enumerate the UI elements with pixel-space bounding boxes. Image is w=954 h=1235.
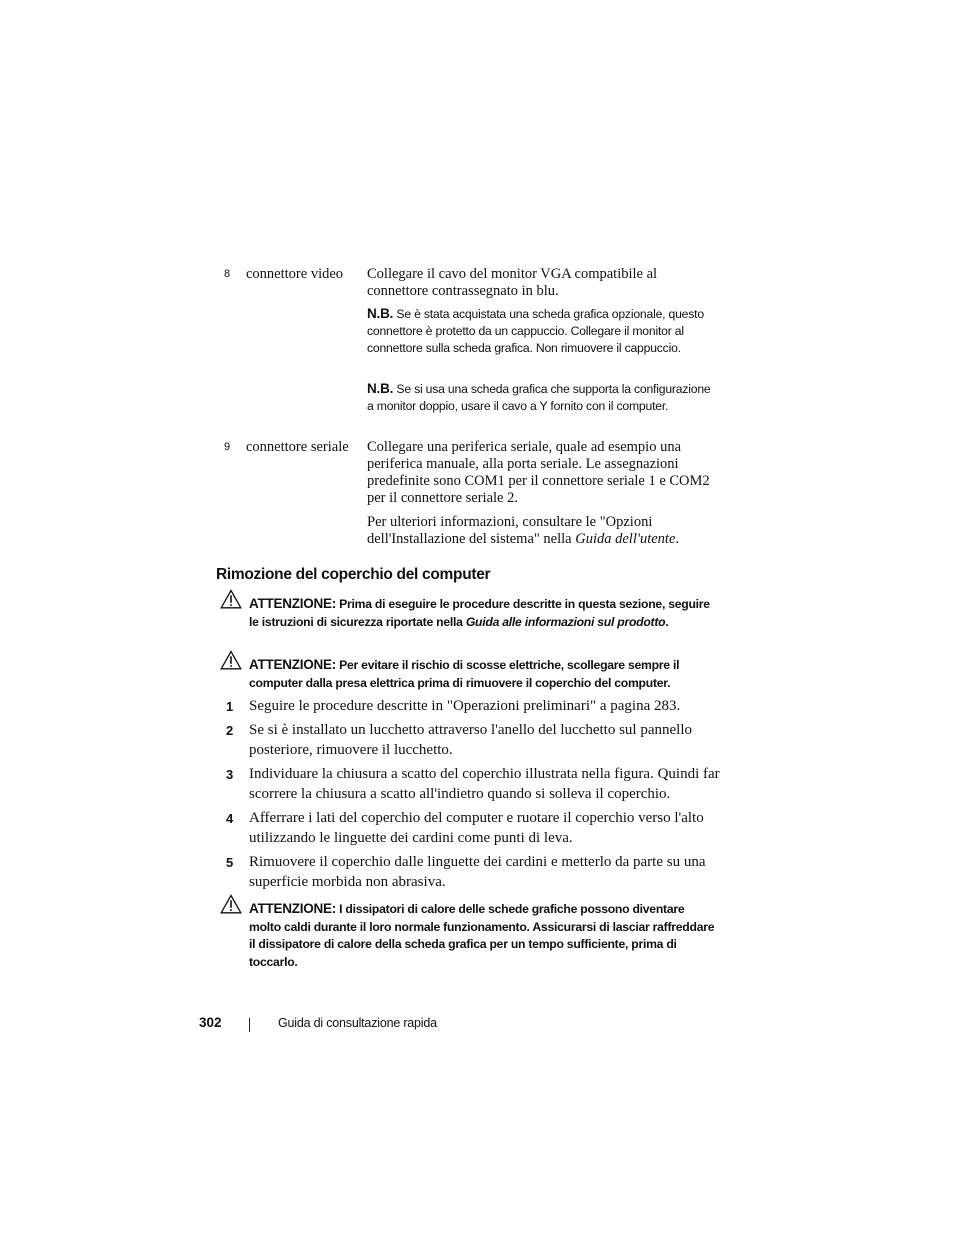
row-8-number: 8 <box>224 268 231 280</box>
step-text: Se si è installato un lucchetto attraverso l'anello del lucchetto sul pannello posteriore, rimuovere il lucchetto. <box>249 722 692 758</box>
step-number: 2 <box>226 723 234 738</box>
warning-label: ATTENZIONE: <box>249 596 336 611</box>
note-2 <box>367 380 719 415</box>
warning-triangle-icon <box>220 894 242 914</box>
warning-label: ATTENZIONE: <box>249 657 336 672</box>
step-text: Seguire le procedure descritte in "Operazioni preliminari" a pagina 283. <box>249 698 681 714</box>
warning-2 <box>249 656 719 692</box>
note-label: N.B. <box>367 306 394 321</box>
warning-3 <box>249 900 719 971</box>
warning-text: Prima di eseguire le procedure descritte in questa sezione, seguire le istruzioni di sicurezza riportate nella <box>249 597 710 629</box>
warning-label: ATTENZIONE: <box>249 901 336 916</box>
warning-triangle-icon <box>220 589 242 609</box>
section-title: Rimozione del coperchio del computer <box>216 566 491 583</box>
warning-text: I dissipatori di calore delle schede grafiche possono diventare molto caldi durante il loro normale funzionamento. Assicurarsi di lasciar raffreddare il dissipatore di calore della scheda grafica per un tempo sufficiente, prima di toccarlo. <box>249 902 715 969</box>
warning-period: . <box>665 614 669 629</box>
extra-period: . <box>675 531 680 547</box>
footer-title: Guida di consultazione rapida <box>278 1016 437 1030</box>
row-9-name: connettore seriale <box>246 439 349 455</box>
page-number: 302 <box>199 1015 222 1030</box>
row-8-description: Collegare il cavo del monitor VGA compatibile al connettore contrassegnato in blu. <box>367 266 658 299</box>
row-9-description: Collegare una periferica seriale, quale ad esempio una periferica manuale, alla porta seriale. Le assegnazioni predefinite sono COM1 per il connettore seriale 1 e COM2 per il connettore seriale 2. <box>367 439 710 506</box>
note-text: Se è stata acquistata una scheda grafica opzionale, questo connettore è protetto da un cappuccio. Collegare il monitor al connettore sulla scheda grafica. Non rimuovere il cappuccio. <box>367 307 704 356</box>
step-text: Individuare la chiusura a scatto del coperchio illustrata nella figura. Quindi far scorrere la chiusura a scatto all'indietro quando si solleva il coperchio. <box>249 766 720 802</box>
step-number: 4 <box>226 811 234 826</box>
user-guide-reference: Guida dell'utente <box>575 531 676 547</box>
step-number: 5 <box>226 855 234 870</box>
safety-guide-reference: Guida alle informazioni sul prodotto <box>465 614 666 629</box>
note-label: N.B. <box>367 381 394 396</box>
warning-text: Per evitare il rischio di scosse elettriche, scollegare sempre il computer dalla presa elettrica prima di rimuovere il coperchio del computer. <box>249 658 680 690</box>
extra-text: Per ulteriori informazioni, consultare le "Opzioni dell'Installazione del sistema" nella <box>367 514 653 547</box>
footer-separator <box>249 1018 250 1032</box>
warning-1 <box>249 595 719 631</box>
step-number: 1 <box>226 699 234 714</box>
row-8-name: connettore video <box>246 266 344 282</box>
note-text: Se si usa una scheda grafica che supporta la configurazione a monitor doppio, usare il cavo a Y fornito con il computer. <box>367 382 711 414</box>
step-text: Afferrare i lati del coperchio del computer e ruotare il coperchio verso l'alto utilizzando le linguette dei cardini come punti di leva. <box>249 810 704 846</box>
step-text: Rimuovere il coperchio dalle linguette dei cardini e metterlo da parte su una superficie morbida non abrasiva. <box>249 854 706 890</box>
step-number: 3 <box>226 767 234 782</box>
row-9-number: 9 <box>224 441 231 453</box>
note-1 <box>367 305 719 358</box>
warning-triangle-icon <box>220 650 242 670</box>
row-9-extra <box>367 514 719 548</box>
